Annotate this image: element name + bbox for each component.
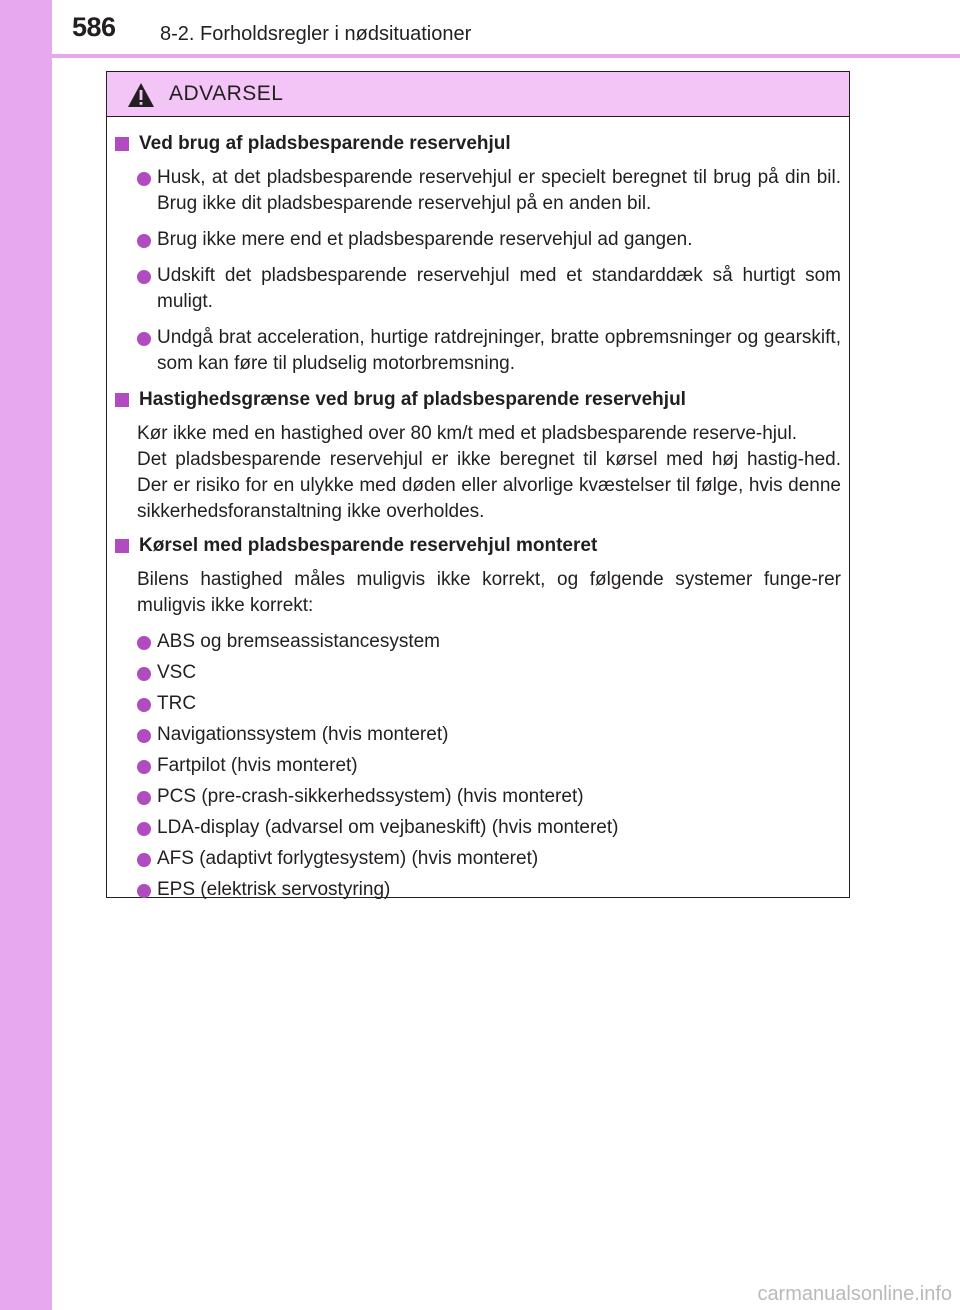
list-item-text: Brug ikke mere end et pladsbesparende reservehjul ad gangen. [157, 229, 693, 250]
list-item-text: PCS (pre-crash-sikkerhedssystem) (hvis monteret) [157, 786, 584, 807]
list-item-text: VSC [157, 662, 197, 683]
list-item [113, 815, 841, 841]
paragraph-text: Kør ikke med en hastighed over 80 km/t med et pladsbesparende reserve-hjul. [137, 423, 798, 444]
round-bullet-icon [137, 234, 151, 248]
list-item-text: Husk, at det pladsbesparende reservehjul er specielt beregnet til brug på din bil. Brug ikke dit pladsbesparende reservehjul på en anden bil. [157, 167, 841, 214]
page-number: 586 [72, 12, 116, 42]
list-item-text: AFS (adaptivt forlygtesystem) (hvis monteret) [157, 848, 539, 869]
round-bullet-icon [137, 172, 151, 186]
section-heading [113, 131, 841, 157]
section-heading [113, 387, 841, 413]
list-item-text: LDA-display (advarsel om vejbaneskift) (hvis monteret) [157, 817, 619, 838]
list-item-text: Udskift det pladsbesparende reservehjul med et standarddæk så hurtigt som muligt. [157, 265, 841, 312]
list-item [113, 629, 841, 655]
watermark[interactable]: carmanualsonline.info [757, 1283, 952, 1305]
round-bullet-icon [137, 822, 151, 836]
section-heading [113, 533, 841, 559]
round-bullet-icon [137, 636, 151, 650]
round-bullet-icon [137, 667, 151, 681]
round-bullet-icon [137, 729, 151, 743]
square-bullet-icon [115, 393, 129, 407]
list-item [113, 263, 841, 315]
list-item [113, 722, 841, 748]
section-heading-text: Ved brug af pladsbesparende reservehjul [139, 133, 511, 154]
list-item-text: Navigationssystem (hvis monteret) [157, 724, 449, 745]
section-title: 8-2. Forholdsregler i nødsituationer [160, 23, 472, 45]
list-item [113, 784, 841, 810]
list-item-text: EPS (elektrisk servostyring) [157, 879, 391, 900]
square-bullet-icon [115, 539, 129, 553]
paragraph [113, 447, 841, 525]
list-item [113, 227, 841, 253]
round-bullet-icon [137, 791, 151, 805]
list-item-text: ABS og bremseassistancesystem [157, 631, 441, 652]
warning-triangle-icon [127, 82, 155, 108]
warning-box [106, 71, 850, 898]
paragraph-text: Bilens hastighed måles muligvis ikke korrekt, og følgende systemer funge-rer muligvis ikke korrekt: [137, 569, 841, 616]
paragraph [113, 421, 841, 447]
paragraph [113, 567, 841, 619]
square-bullet-icon [115, 137, 129, 151]
round-bullet-icon [137, 698, 151, 712]
paragraph-text: Det pladsbesparende reservehjul er ikke beregnet til kørsel med høj hastig-hed. Der er risiko for en ulykke med døden eller alvorlige kvæstelser til følge, hvis denne sikkerhedsforanstaltning ikke overholdes. [137, 449, 841, 522]
list-item-text: Undgå brat acceleration, hurtige ratdrejninger, bratte opbremsninger og gearskift, som kan føre til pludselig motorbremsning. [157, 327, 841, 374]
round-bullet-icon [137, 332, 151, 346]
list-item [113, 877, 841, 903]
warning-label: ADVARSEL [169, 82, 284, 105]
warning-body [107, 117, 849, 903]
section-heading-text: Kørsel med pladsbesparende reservehjul monteret [139, 535, 598, 556]
list-item-text: TRC [157, 693, 197, 714]
list-item [113, 846, 841, 872]
list-item [113, 753, 841, 779]
list-item [113, 165, 841, 217]
warning-header [107, 72, 849, 117]
round-bullet-icon [137, 853, 151, 867]
systems-list [113, 629, 841, 903]
list-item-text: Fartpilot (hvis monteret) [157, 755, 358, 776]
side-band [0, 0, 52, 1310]
round-bullet-icon [137, 270, 151, 284]
header-rule [52, 54, 960, 58]
list-item [113, 660, 841, 686]
section-heading-text: Hastighedsgrænse ved brug af pladsbesparende reservehjul [139, 389, 686, 410]
list-item [113, 691, 841, 717]
list-item [113, 325, 841, 377]
round-bullet-icon [137, 760, 151, 774]
round-bullet-icon [137, 884, 151, 898]
